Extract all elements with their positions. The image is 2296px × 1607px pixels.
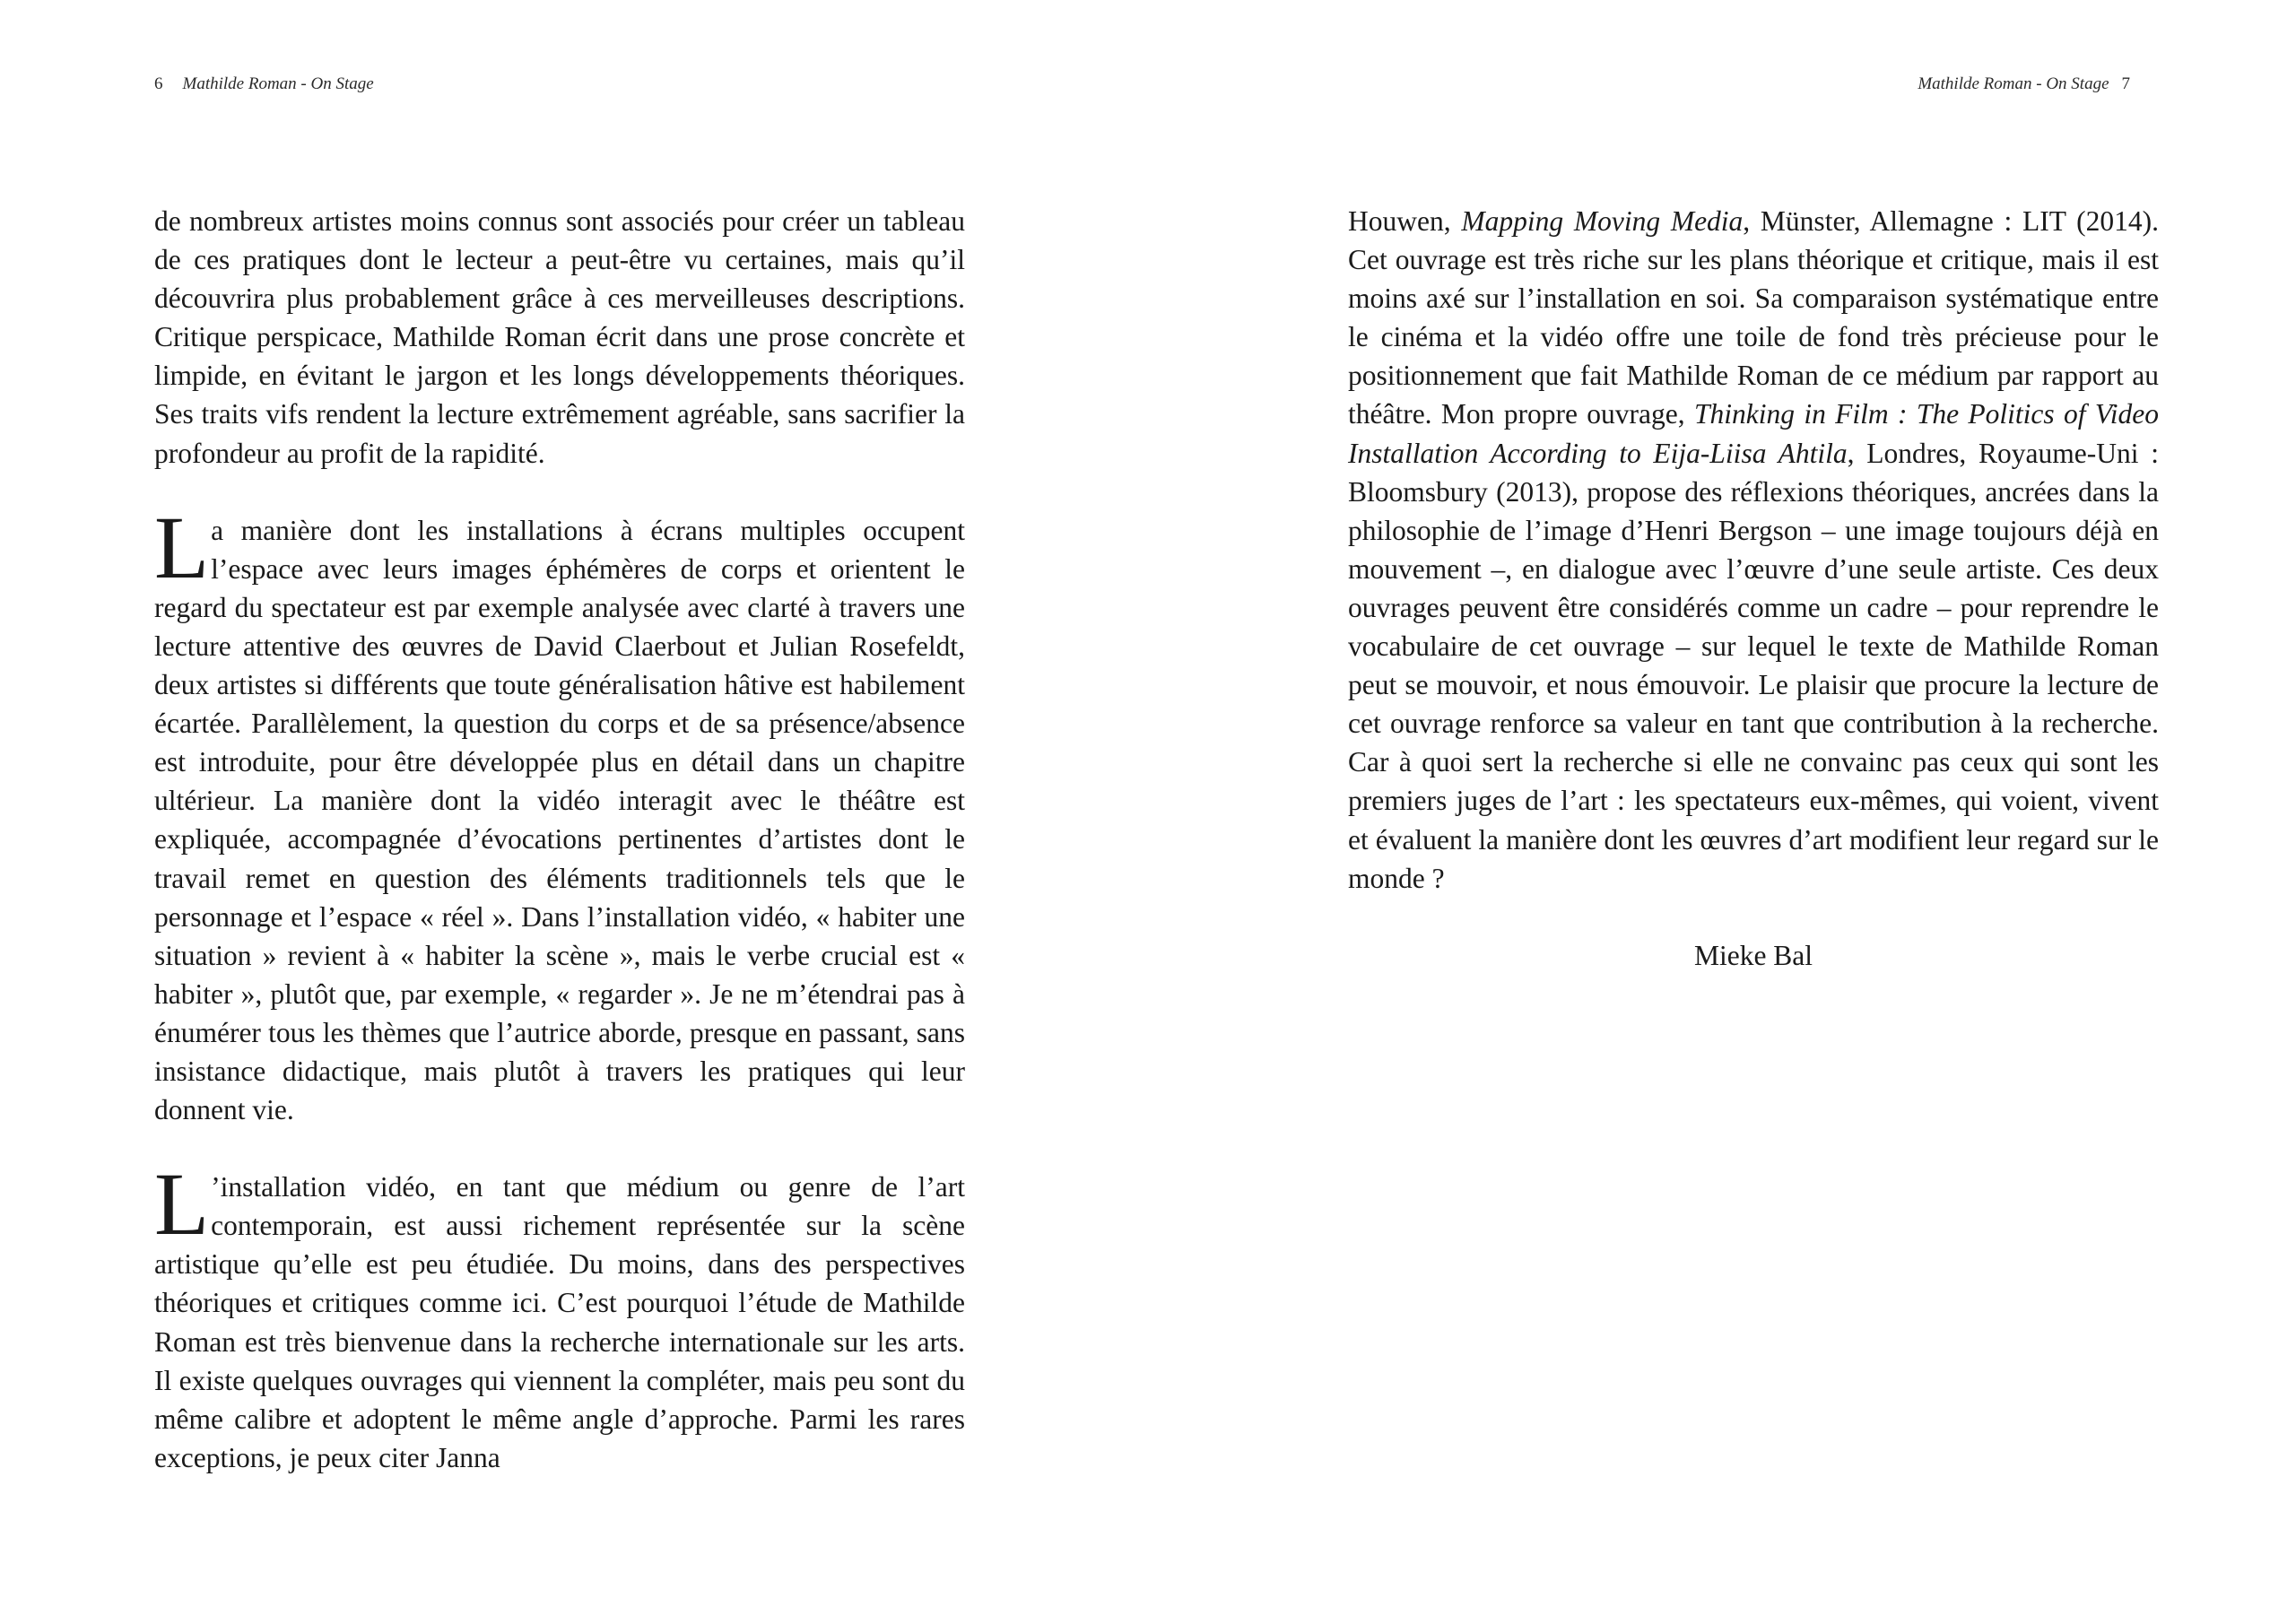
running-head-right [1918,74,2130,95]
drop-cap: L [154,497,210,597]
paragraph [154,497,965,1130]
text-segment: , Münster, Allemagne : LIT (2014). Cet ouvrage est très riche sur les plans théorique et critique, mais il est moins axé sur l’installation en soi. Sa comparaison systématique entre le cinéma et la vidéo offre une toile de fond très précieuse pour le positionnement que fait Mathilde Roman de ce médium par rapport au théâtre. Mon propre ouvrage, [1348,205,2159,430]
paragraph [154,1154,965,1477]
paragraph-text: ’installation vidéo, en tant que médium ou genre de l’art contemporain, est aussi richement représentée sur la scène artistique qu’elle est peu étudiée. Du moins, dans des perspectives théoriques et critiques comme ici. C’est pourquoi l’étude de Mathilde Roman est très bienvenue dans la recherche internationale sur les arts. Il existe quelques ouvrages qui viennent la compléter, mais peu sont du même calibre et adoptent le même angle d’approche. Parmi les rares exceptions, je peux citer Janna [154,1171,965,1473]
book-title-citation: Thinking in Film : The Politics of Video Installation According to Eija-Liisa Ahtila [1348,398,2159,469]
running-head-left [154,74,374,95]
body-text-right [1348,202,2159,975]
drop-cap: L [154,1154,210,1255]
running-title: Mathilde Roman - On Stage [182,74,374,93]
page-number: 7 [2121,74,2130,93]
book-title-citation: Mapping Moving Media [1461,205,1744,237]
author-signature: Mieke Bal [1693,939,1813,971]
right-page [1148,0,2296,1607]
paragraph: de nombreux artistes moins connus sont associés pour créer un tableau de ces pratiques dont le lecteur a peut-être vu certaines, mais qu’il découvrira plus probablement grâce à ces merveilleuses descriptions. Critique perspicace, Mathilde Roman écrit dans une prose concrète et limpide, en évitant le jargon et les longs développements théoriques. Ses traits vifs rendent la lecture extrêmement agréable, sans sacrifier la profondeur au profit de la rapidité. [154,205,965,469]
body-text-left [154,202,965,1477]
paragraph-text: a manière dont les installations à écrans multiples occupent l’espace avec leurs images éphémères de corps et orientent le regard du spectateur est par exemple analysée avec clarté à travers une lecture attentive des œuvres de David Claerbout et Julian Rosefeldt, deux artistes si différents que toute généralisation hâtive est habilement écartée. Parallèlement, la question du corps et de sa présence/absence est introduite, pour être développée plus en détail dans un chapitre ultérieur. La manière dont la vidéo interagit avec le théâtre est expliquée, accompagnée d’évocations pertinentes d’artistes dont le travail remet en question des éléments traditionnels tels que le personnage et l’espace « réel ». Dans l’installation vidéo, « habiter une situation » revient à « habiter la scène », mais le verbe crucial est « habiter », plutôt que, par exemple, « regarder ». Je ne m’étendrai pas à énumérer tous les thèmes que l’autrice aborde, presque en passant, sans insistance didactique, mais plutôt à travers les pratiques qui leur donnent vie. [154,514,965,1126]
running-title: Mathilde Roman - On Stage [1918,74,2109,93]
page-number: 6 [154,74,163,93]
text-segment: , Londres, Royaume-Uni : Bloomsbury (2013), propose des réflexions théoriques, ancrées dans la philosophie de l’image d’Henri Bergson – une image toujours déjà en mouvement –, en dialogue avec l’œuvre d’une seule artiste. Ces deux ouvrages peuvent être considérés comme un cadre – pour reprendre le vocabulaire de cet ouvrage – sur lequel le texte de Mathilde Roman peut se mouvoir, et nous émouvoir. Le plaisir que procure la lecture de cet ouvrage renforce sa valeur en tant que contribution à la recherche. Car à quoi sert la recherche si elle ne convainc pas ceux qui sont les premiers juges de l’art : les spectateurs eux-mêmes, qui voient, vivent et évaluent la manière dont les œuvres d’art modifient leur regard sur le monde ? [1348,437,2159,894]
paragraph [1348,202,2159,898]
text-segment: Houwen, [1348,205,1462,237]
